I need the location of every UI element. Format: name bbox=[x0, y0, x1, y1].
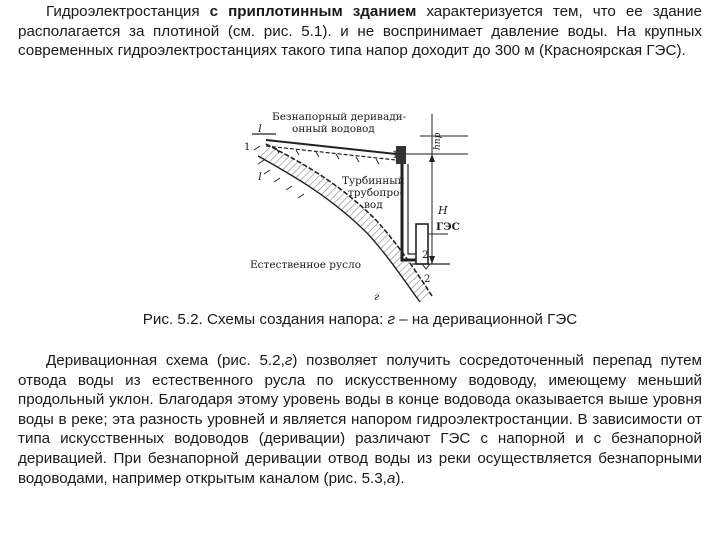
channel-label-line1: Безнапорный деривади- bbox=[272, 111, 407, 123]
channel-label-line2: онный водовод bbox=[292, 123, 375, 135]
section-label-top: I bbox=[258, 124, 262, 135]
caption-italic: г bbox=[387, 311, 396, 328]
intro-text-start: Гидроэлектростанция bbox=[46, 3, 210, 20]
pipe-label-line2: трубопро- bbox=[348, 187, 403, 199]
point-label-1-top: 1 bbox=[392, 150, 399, 161]
derivation-italic-2: а bbox=[386, 469, 396, 487]
river-label: Естественное русло bbox=[250, 259, 362, 271]
pipe-label-line3: вод bbox=[364, 199, 383, 211]
intro-bold-term: с приплотинным зданием bbox=[209, 3, 417, 20]
derivation-text-2: ) позволяет получить сосредоточенный перепад путем отвода воды из естественного русла по искусственному водоводу, имеющему меньший продольный уклон. Благодаря этому уровень воды в конце водовода оказывается выше уровня воды в реке; эта разность уровней и является напором гидроэлектростанции. В зависимости от типа искусственных водоводов (деривации) различают ГЭС с напорной и с безнапорной деривацией. При безнапорной деривации отвод воды из реки осуществляется безнапорными водоводами, например открытым каналом (рис. 5.3, bbox=[18, 352, 702, 487]
derivation-paragraph bbox=[18, 351, 702, 488]
intro-paragraph bbox=[18, 2, 702, 61]
soil-hatching bbox=[258, 144, 432, 302]
intro-text-end: характеризуется тем, что ее здание располагается за плотиной (см. рис. 5.1). и не воспринимает давление воды. На крупных современных гидроэлектростанциях такого типа напор доходит до 300 м (Красноярская ГЭС). bbox=[18, 3, 702, 60]
derivation-italic-1: г bbox=[284, 352, 293, 369]
hpr-label: hпр bbox=[433, 132, 443, 150]
derivation-text-3: ). bbox=[395, 469, 405, 487]
caption-prefix: Рис. 5.2. Схемы создания напора: bbox=[142, 311, 388, 328]
derivation-scheme-figure bbox=[236, 110, 468, 306]
derivation-text-1: Деривационная схема (рис. 5.2, bbox=[46, 352, 285, 369]
point-label-1-left: 1 bbox=[244, 142, 251, 153]
pipe-label-line1: Турбинный bbox=[342, 175, 405, 187]
caption-suffix: – на деривационной ГЭС bbox=[395, 311, 578, 328]
figure-sub-label: г bbox=[374, 292, 380, 303]
head-label: H bbox=[438, 204, 448, 217]
station-label: ГЭС bbox=[436, 221, 460, 233]
derivation-channel bbox=[266, 140, 396, 154]
section-label-bottom: I bbox=[258, 172, 262, 183]
figure-caption bbox=[0, 310, 720, 330]
point-label-2-bottom: 2 bbox=[424, 274, 431, 285]
point-label-2-top: 2 bbox=[422, 250, 429, 261]
